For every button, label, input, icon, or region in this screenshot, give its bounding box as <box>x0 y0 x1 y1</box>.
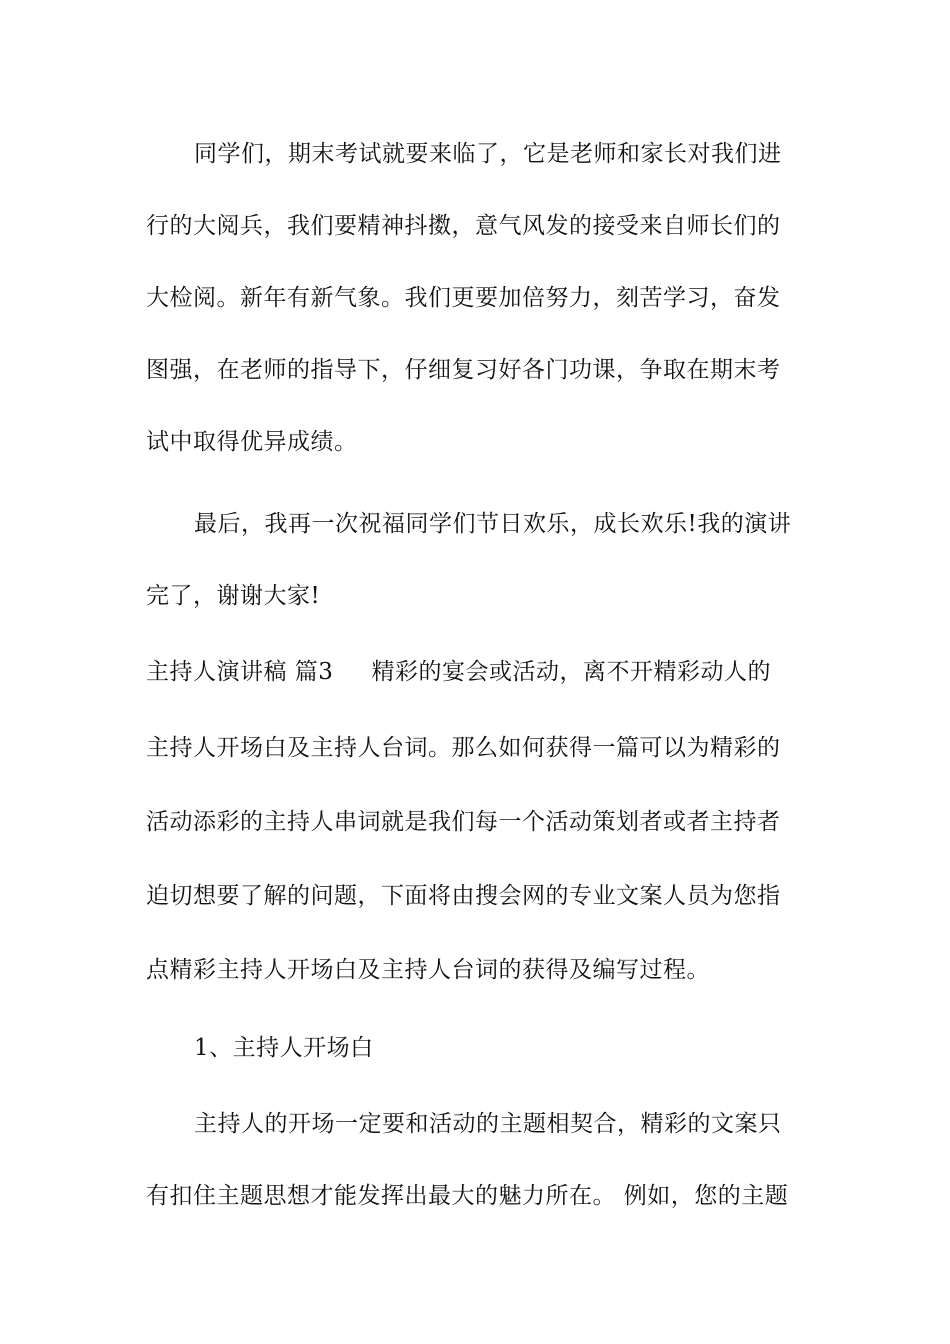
paragraph-line: 行的大阅兵，我们要精神抖擞，意气风发的接受来自师长们的 <box>146 213 781 239</box>
paragraph-line: 主持人开场白及主持人台词。那么如何获得一篇可以为精彩的 <box>146 735 781 761</box>
paragraph-line: 同学们，期末考试就要来临了，它是老师和家长对我们进 <box>194 141 782 167</box>
paragraph-line: 点精彩主持人开场白及主持人台词的获得及编写过程。 <box>146 957 710 983</box>
paragraph-line: 图强，在老师的指导下，仔细复习好各门功课，争取在期末考 <box>146 357 781 383</box>
paragraph-line: 大检阅。新年有新气象。我们更要加倍努力，刻苦学习，奋发 <box>146 285 781 311</box>
section-heading-line <box>146 657 771 687</box>
subheading: 1、主持人开场白 <box>194 1035 374 1061</box>
paragraph-line: 完了，谢谢大家! <box>146 583 321 609</box>
paragraph-line: 有扣住主题思想才能发挥出最大的魅力所在。 例如，您的主题 <box>146 1183 789 1209</box>
paragraph-line: 迫切想要了解的问题，下面将由搜会网的专业文案人员为您指 <box>146 883 781 909</box>
paragraph-line: 试中取得优异成绩。 <box>146 429 358 455</box>
section-heading: 主持人演讲稿 篇3 <box>146 659 334 685</box>
paragraph-line: 主持人的开场一定要和活动的主题相契合，精彩的文案只 <box>194 1111 782 1137</box>
paragraph-line: 最后，我再一次祝福同学们节日欢乐，成长欢乐!我的演讲 <box>194 511 792 537</box>
paragraph-text: 精彩的宴会或活动，离不开精彩动人的 <box>371 659 771 685</box>
paragraph-line: 活动添彩的主持人串词就是我们每一个活动策划者或者主持者 <box>146 809 781 835</box>
